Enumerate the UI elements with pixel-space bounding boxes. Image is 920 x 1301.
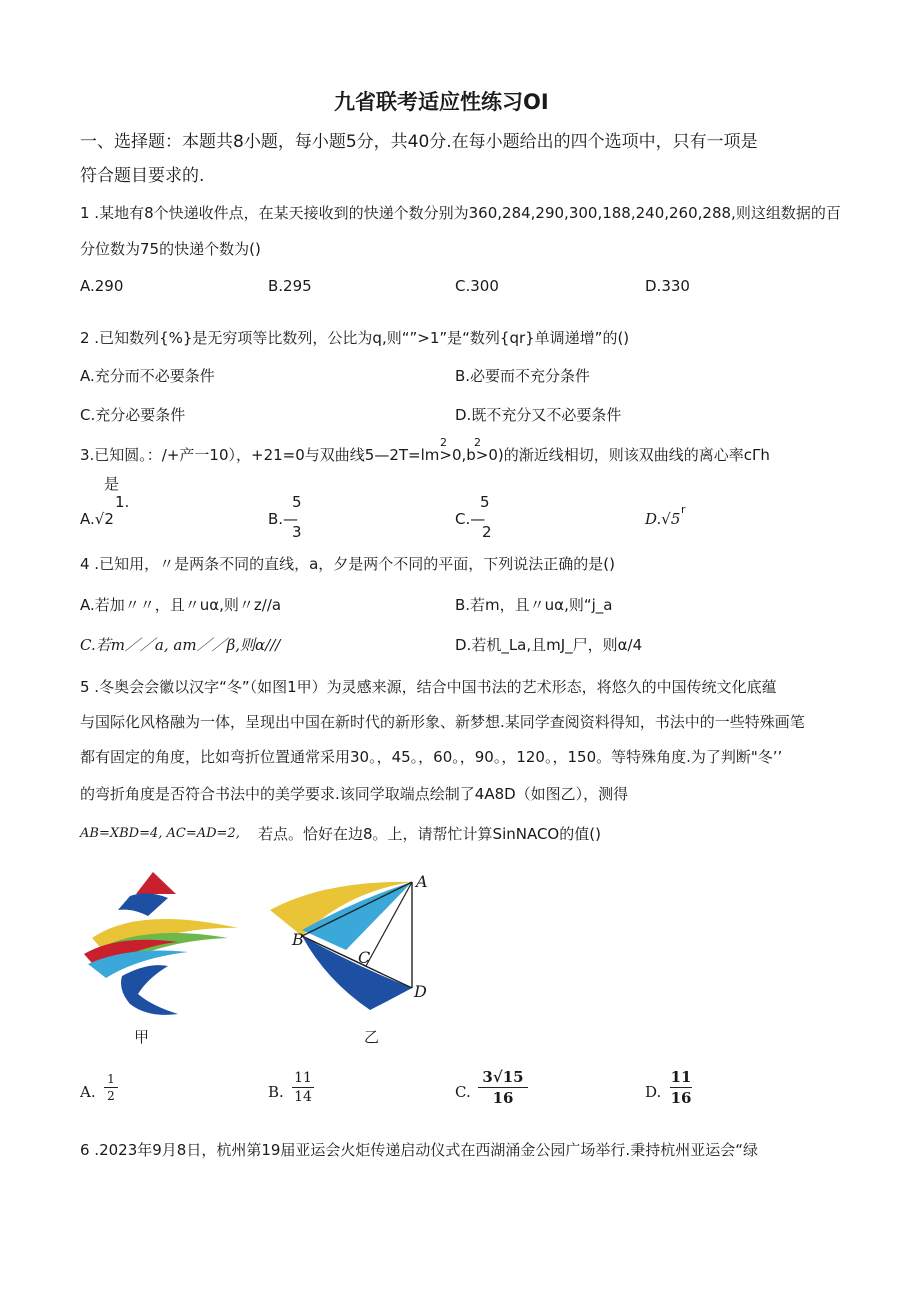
q1-line1: 1 .某地有8个快递收件点，在某天接收到的快递个数分别为360,284,290,300,188,240,260,288,则这组数据的百 [80, 204, 841, 222]
q5-line5-question: 若点。恰好在边8。上，请帮忙计算SinNACO的值() [258, 825, 601, 843]
q5-line3: 都有固定的角度，比如弯折位置通常采用30。，45。，60。，90。，120。，150。等特殊角度.为了判断"冬’’ [80, 748, 783, 766]
q5-option-c-numerator: 3√15 [482, 1068, 524, 1086]
q2-option-a: A.充分而不必要条件 [80, 367, 215, 385]
q5-option-d-fraction [670, 1068, 692, 1107]
figure-label-jia: 甲 [134, 1028, 150, 1046]
q5-line1: 5 .冬奥会会徽以汉字“冬”（如图1甲）为灵感来源，结合中国书法的艺术形态，将悠久的中国传统文化底蕴 [80, 678, 777, 696]
emblem-red-stroke [136, 872, 176, 894]
q3-option-d: D.√5 [645, 510, 681, 528]
q5-option-a-fraction [104, 1072, 118, 1103]
q2-option-b: B.必要而不充分条件 [455, 367, 591, 385]
q5-option-a-label: A. [80, 1083, 96, 1101]
q3-option-d-superscript: r [681, 503, 686, 516]
figure-blue-stroke [302, 936, 412, 1010]
q3-option-c-label: C.— [455, 510, 486, 528]
q2-option-d: D.既不充分又不必要条件 [455, 406, 622, 424]
q5-option-b-numerator: 11 [294, 1070, 312, 1086]
point-label-d: D [414, 982, 427, 1001]
q5-option-a-numerator: 1 [107, 1072, 115, 1086]
section-heading-line1: 一、选择题：本题共8小题，每小题5分，共40分.在每小题给出的四个选项中，只有一项是 [80, 132, 758, 152]
q5-option-d-label: D. [645, 1083, 662, 1101]
q6-line1: 6 .2023年9月8日，杭州第19届亚运会火炬传递启动仪式在西湖涌金公园广场举行.秉持杭州亚运会“绿 [80, 1141, 758, 1159]
q4-option-c: C.若m／／a, am／／β,则α/// [80, 636, 281, 654]
fraction-bar [670, 1087, 692, 1088]
q5-line4: 的弯折角度是否符合书法中的美学要求.该同学取端点绘制了4A8D（如图乙），测得 [80, 785, 629, 803]
q1-option-a: A.290 [80, 277, 124, 295]
q3-option-c-denominator: 2 [482, 523, 492, 541]
section-heading-line2: 符合题目要求的. [80, 166, 205, 186]
fraction-bar [292, 1087, 314, 1088]
q3-option-a: A.√2 [80, 510, 114, 528]
figure-label-yi: 乙 [364, 1028, 380, 1046]
point-label-a: A [416, 872, 428, 891]
q1-option-b: B.295 [268, 277, 312, 295]
q1-line2: 分位数为75的快递个数为() [80, 240, 261, 258]
q3-superscript-2: 2 [474, 436, 481, 449]
q5-option-c-denominator: 16 [492, 1089, 514, 1107]
emblem-blue-top [118, 893, 168, 916]
q3-line1: 3.已知圆。：/+产一10），+21=0与双曲线5—2T=lm>0,b>0)的渐近线相切，则该双曲线的离心率cΓh [80, 446, 770, 464]
q3-option-c-numerator: 5 [480, 493, 490, 511]
q5-option-a-denominator: 2 [107, 1089, 115, 1103]
emblem-figure [78, 866, 248, 1026]
q2-option-c: C.充分必要条件 [80, 406, 186, 424]
point-label-b: B [292, 930, 304, 949]
q3-option-b-numerator: 5 [292, 493, 302, 511]
q4-option-b: B.若m，且〃uα,则“j_a [455, 596, 613, 614]
q5-option-d-denominator: 16 [670, 1089, 692, 1107]
q3-option-a-top: 1. [115, 493, 130, 511]
emblem-blue-bottom [121, 965, 178, 1015]
q5-option-b-fraction [292, 1070, 314, 1105]
q5-line5-given: AB=XBD=4, AC=AD=2, [80, 826, 240, 841]
fraction-bar [104, 1087, 118, 1088]
q4-option-d: D.若机_La,且mJ_尸，则α∕4 [455, 636, 643, 654]
page-title: 九省联考适应性练习OI [334, 90, 549, 114]
q3-option-b-denominator: 3 [292, 523, 302, 541]
q3-option-b-label: B.— [268, 510, 299, 528]
q5-option-b-label: B. [268, 1083, 284, 1101]
q5-option-d-numerator: 11 [670, 1068, 692, 1086]
q4-line1: 4 .已知用，〃是两条不同的直线，a，夕是两个不同的平面，下列说法正确的是() [80, 555, 615, 573]
q5-line2: 与国际化风格融为一体，呈现出中国在新时代的新形象、新梦想.某同学查阅资料得知，书法中的一些特殊画笔 [80, 713, 805, 731]
q5-option-b-denominator: 14 [294, 1089, 312, 1105]
fraction-bar [478, 1087, 528, 1088]
q1-option-c: C.300 [455, 277, 499, 295]
q3-superscript-1: 2 [440, 436, 447, 449]
q1-option-d: D.330 [645, 277, 690, 295]
q4-option-a: A.若加〃〃，且〃uα,则〃z∕∕a [80, 596, 282, 614]
q5-option-c-label: C. [455, 1083, 471, 1101]
q2-line1: 2 .已知数列{%}是无穷项等比数列，公比为q,则“”>1”是“数列{qr}单调递增”的() [80, 329, 630, 347]
point-label-c: C [358, 948, 371, 967]
q3-line2: 是 [104, 475, 120, 493]
q5-option-c-fraction [478, 1068, 528, 1107]
